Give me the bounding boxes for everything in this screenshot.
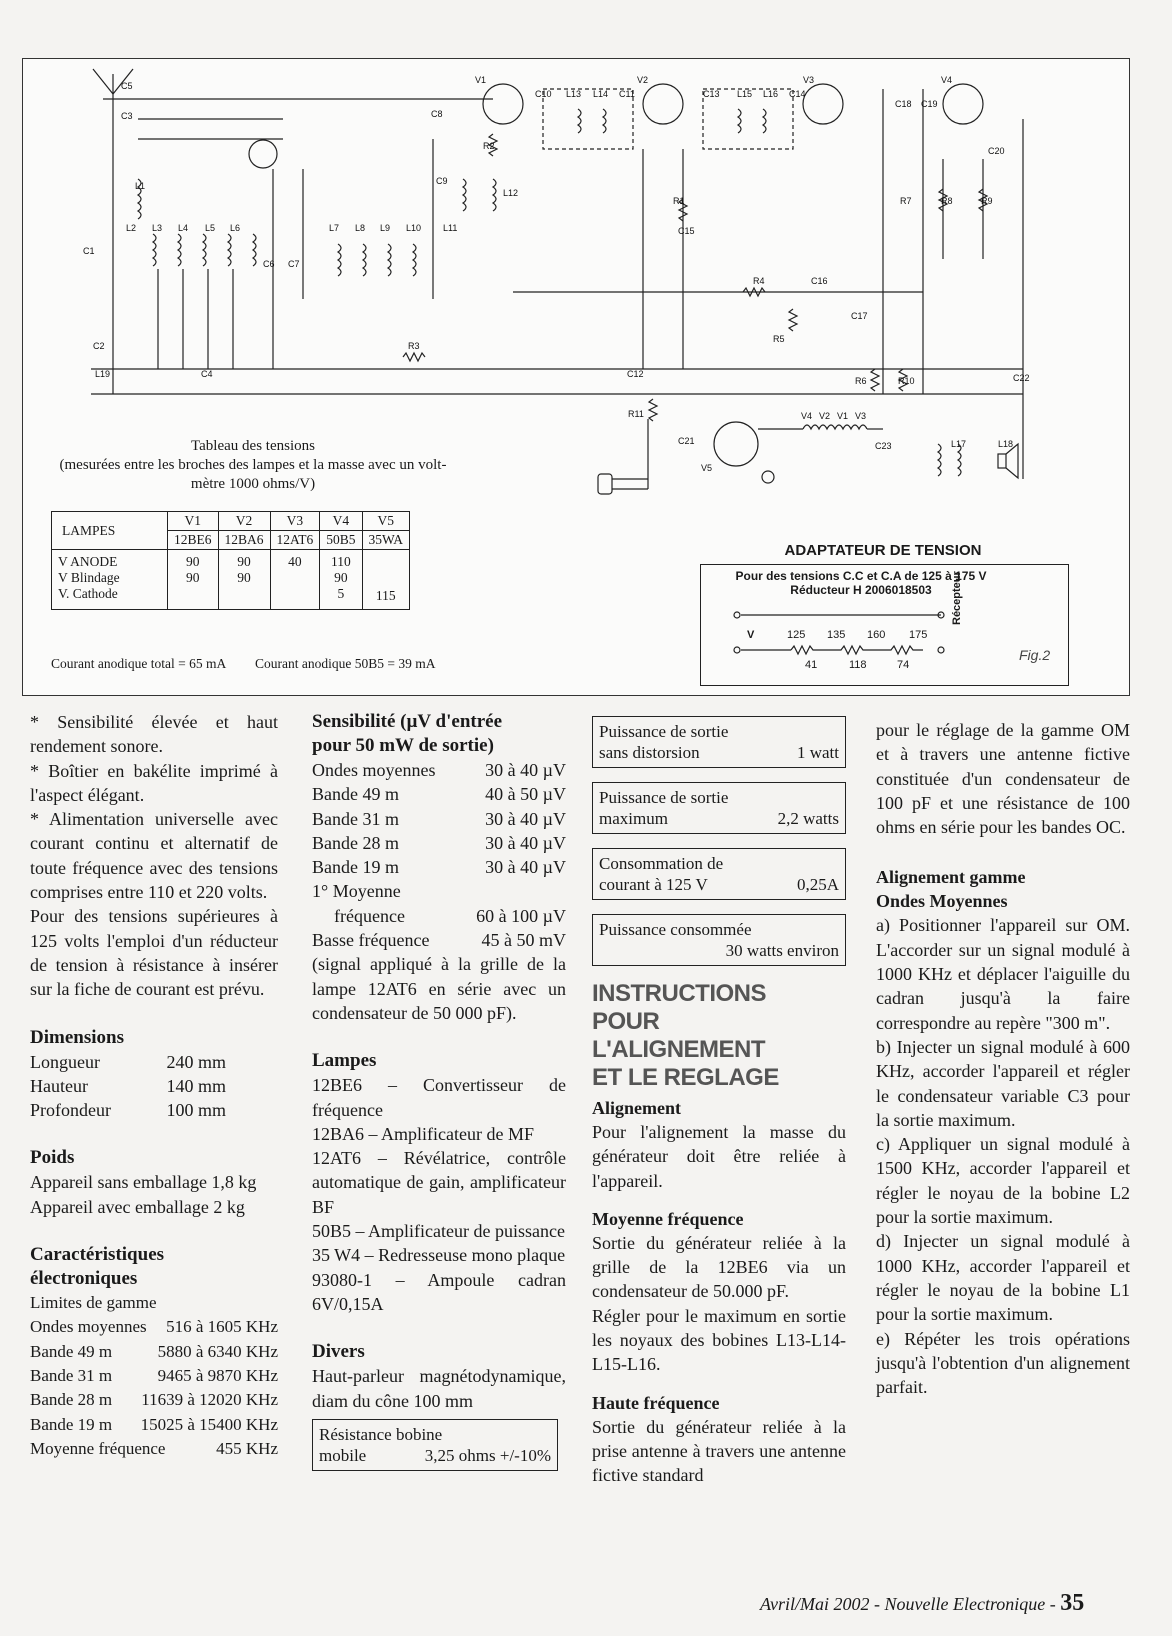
adapter-box <box>700 564 1069 686</box>
dim-label: Hauteur <box>30 1075 88 1096</box>
svg-text:R1: R1 <box>673 196 685 206</box>
column-1 <box>30 710 278 1461</box>
mf-value: 60 à 100 µV <box>476 905 566 926</box>
res-74: 74 <box>897 659 910 671</box>
dim-label: Profondeur <box>30 1100 111 1121</box>
sens-value: 30 à 40 µV <box>485 760 566 780</box>
hf-continued: pour le réglage de la gamme OM et à travers une antenne fictive constituée d'un condensateur de 100 pF et une résistance de 100 ohms en série pour les bandes OC. <box>876 720 1130 838</box>
svg-text:C20: C20 <box>988 146 1005 156</box>
sens-label: Bande 19 m <box>312 857 399 878</box>
tube-item: 50B5 – Amplificateur de puissance <box>312 1221 565 1242</box>
weight-line: Appareil sans emballage 1,8 kg <box>30 1172 257 1193</box>
cell: 40 <box>288 554 302 569</box>
svg-text:R3: R3 <box>408 341 420 351</box>
spec-box-label-2: sans distorsion <box>599 743 700 762</box>
mf-label-2: fréquence <box>334 905 405 926</box>
if-text: Sortie du générateur reliée à la grille de la 12BE6 via un condensateur de 50.000 pF. <box>592 1232 846 1302</box>
svg-text:C19: C19 <box>921 99 938 109</box>
svg-text:C17: C17 <box>851 311 868 321</box>
page-footer <box>760 1590 1084 1617</box>
sens-value: 40 à 50 µV <box>485 784 566 805</box>
instructions-line: INSTRUCTIONS <box>592 980 766 1007</box>
tube-item: 12AT6 – Révélatrice, contrôle automatique de gain, amplificateur BF <box>312 1148 566 1217</box>
svg-text:C10: C10 <box>535 89 552 99</box>
svg-text:L7: L7 <box>329 223 340 233</box>
spec-box-label: Consommation de <box>599 854 724 873</box>
tension-table-subtitle: (mesurées entre les broches des lampes et la masse avec un volt- <box>59 457 447 473</box>
schematic-figure <box>22 58 1130 696</box>
svg-text:C5: C5 <box>121 81 133 91</box>
svg-text:C18: C18 <box>895 99 912 109</box>
svg-text:R5: R5 <box>773 334 785 344</box>
tubes-heading: Lampes <box>312 1050 377 1072</box>
cell: 90 <box>334 570 348 585</box>
svg-text:L2: L2 <box>126 223 137 233</box>
mf-label: 1° Moyenne <box>312 881 401 902</box>
svg-text:C4: C4 <box>201 369 213 379</box>
tap-125: 125 <box>787 629 806 641</box>
sens-label: Ondes moyennes <box>312 760 436 780</box>
lamp-v2: V2 <box>218 512 270 531</box>
sens-label: Bande 28 m <box>312 832 399 853</box>
band-label: Moyenne fréquence <box>30 1438 166 1458</box>
misc-text: Haut-parleur magnétodynamique, diam du cône 100 mm <box>312 1366 566 1411</box>
tube-v1: 12BE6 <box>168 531 219 550</box>
svg-text:C23: C23 <box>875 441 892 451</box>
res-118: 118 <box>849 659 867 671</box>
svg-text:R7: R7 <box>900 196 912 206</box>
instructions-line: L'ALIGNEMENT <box>592 1036 766 1063</box>
spec-box-value: 2,2 watts <box>777 809 839 828</box>
svg-text:C7: C7 <box>288 259 300 269</box>
page-number: 35 <box>1060 1590 1085 1616</box>
cell: 90 <box>237 554 251 569</box>
if-heading: Moyenne fréquence <box>592 1208 744 1229</box>
sens-value: 30 à 40 µV <box>485 808 566 829</box>
cell: 115 <box>375 588 396 603</box>
svg-text:C6: C6 <box>263 259 275 269</box>
svg-text:R11: R11 <box>628 409 644 419</box>
svg-text:C1: C1 <box>83 246 95 256</box>
lamp-v4: V4 <box>320 512 362 531</box>
adapter-v-label: V <box>747 629 755 641</box>
dimensions-heading: Dimensions <box>30 1026 124 1048</box>
receiver-label: Récepteur <box>951 571 963 625</box>
svg-text:V3: V3 <box>855 411 867 421</box>
tube-v5: 35WA <box>362 531 410 550</box>
band-label: Bande 49 m <box>30 1341 113 1361</box>
svg-text:C11: C11 <box>619 89 635 99</box>
spec-box-label: Puissance de sortie <box>599 788 729 807</box>
cell: 90 <box>186 570 200 585</box>
adapter-sub1: Pour des tensions C.C et C.A de 125 à 175 V <box>735 569 987 583</box>
svg-text:L4: L4 <box>178 223 189 233</box>
svg-text:C3: C3 <box>121 111 133 121</box>
instructions-heading <box>592 980 846 1092</box>
sensitivity-heading-2: pour 50 mW de sortie) <box>312 735 494 756</box>
step-c: c) Appliquer un signal modulé à 1500 KHz, accorder l'appareil et régler le noyau de la bobine L2 pour la sortie maximum. <box>876 1134 1130 1228</box>
svg-text:L16: L16 <box>763 89 779 99</box>
svg-text:L5: L5 <box>205 223 216 233</box>
svg-text:R8: R8 <box>941 196 953 206</box>
dim-value: 240 mm <box>166 1051 226 1072</box>
misc-heading: Divers <box>312 1341 365 1363</box>
cell: 90 <box>237 570 251 585</box>
dim-label: Longueur <box>30 1051 100 1072</box>
column-4 <box>876 718 1130 1399</box>
svg-text:C2: C2 <box>93 341 105 351</box>
sensitivity-heading: Sensibilité (µV d'entrée <box>312 711 503 732</box>
alignment-text: Pour l'alignement la masse du générateur doit être reliée à l'appareil. <box>592 1122 846 1191</box>
spec-box-label: Puissance consommée <box>599 920 752 939</box>
dim-value: 100 mm <box>166 1100 226 1121</box>
svg-text:V2: V2 <box>637 75 649 85</box>
column-3 <box>592 716 846 1488</box>
step-a: a) Positionner l'appareil sur OM. L'accorder sur un signal modulé à 1000 KHz et déplacer l'aiguille du cadran jusqu'à la faire correspondre au repère "300 m". <box>876 915 1130 1033</box>
svg-text:L9: L9 <box>380 223 391 233</box>
mw-alignment-heading-2: Ondes Moyennes <box>876 891 1008 912</box>
spec-box <box>592 716 846 768</box>
tube-item: 12BE6 – Convertisseur de fréquence <box>312 1075 566 1120</box>
svg-text:C9: C9 <box>436 176 448 186</box>
svg-text:R10: R10 <box>898 376 915 386</box>
svg-text:C16: C16 <box>811 276 828 286</box>
sens-value: 30 à 40 µV <box>485 857 566 878</box>
svg-text:C22: C22 <box>1013 373 1030 383</box>
svg-text:V1: V1 <box>475 75 487 85</box>
svg-text:L3: L3 <box>152 223 163 233</box>
svg-text:V4: V4 <box>801 411 813 421</box>
svg-text:V2: V2 <box>819 411 831 421</box>
step-d: d) Injecter un signal modulé à 1000 KHz, accorder l'appareil et régler le noyau de la bobine L1 pour la sortie maximum. <box>876 1231 1130 1325</box>
svg-text:L19: L19 <box>95 369 111 379</box>
tap-175: 175 <box>909 629 928 641</box>
footnote-50b5-current: Courant anodique 50B5 = 39 mA <box>255 656 436 671</box>
band-label: Bande 31 m <box>30 1365 113 1385</box>
hf-heading: Haute fréquence <box>592 1392 720 1413</box>
weight-heading: Poids <box>30 1147 75 1169</box>
spec-box <box>592 848 846 900</box>
coil-resistance-label-2: mobile <box>319 1445 367 1465</box>
svg-text:R6: R6 <box>855 376 867 386</box>
svg-text:C8: C8 <box>431 109 443 119</box>
row-label-cathode: V. Cathode <box>58 586 118 601</box>
svg-text:L10: L10 <box>406 223 422 233</box>
svg-text:V5: V5 <box>701 463 713 473</box>
svg-text:R2: R2 <box>483 141 495 151</box>
bullet-2: * Boîtier en bakélite imprimé à l'aspect élégant. <box>30 760 278 805</box>
svg-text:C21: C21 <box>678 436 695 446</box>
row-label-anode: V ANODE <box>58 554 118 569</box>
spec-box-label-2: maximum <box>599 809 668 828</box>
voltage-note: Pour des tensions supérieures à 125 volts l'emploi d'un réducteur de tension à résistance à insérer sur la fiche de courant est prévu. <box>30 906 278 1000</box>
footer-text: Avril/Mai 2002 - Nouvelle Electronique - <box>760 1594 1056 1614</box>
mw-alignment-heading: Alignement gamme <box>876 867 1026 888</box>
row-label-blindage: V Blindage <box>58 570 120 585</box>
tube-item: 12BA6 – Amplificateur de MF <box>312 1123 534 1144</box>
alignment-heading: Alignement <box>592 1098 681 1118</box>
hf-text: Sortie du générateur reliée à la prise antenne à travers une antenne fictive standard <box>592 1416 846 1486</box>
bf-note: (signal appliqué à la grille de la lampe 12AT6 en série avec un condensateur de 50 000 pF). <box>312 954 566 1023</box>
svg-text:C15: C15 <box>678 226 695 236</box>
tension-table-title: Tableau des tensions <box>191 438 315 454</box>
svg-text:L17: L17 <box>951 439 967 449</box>
tube-v4: 50B5 <box>320 531 362 550</box>
lamp-v5: V5 <box>362 512 410 531</box>
specs-heading-2: électroniques <box>30 1268 138 1290</box>
svg-text:R9: R9 <box>981 196 993 206</box>
svg-text:L1: L1 <box>135 181 146 191</box>
tube-v2: 12BA6 <box>218 531 270 550</box>
cell: 90 <box>186 554 200 569</box>
spec-box <box>592 914 846 966</box>
bullet-1: * Sensibilité élevée et haut rendement sonore. <box>30 712 278 757</box>
sens-label: Bande 49 m <box>312 784 399 805</box>
band-label: Ondes moyennes <box>30 1317 147 1337</box>
lamp-v1: V1 <box>168 512 219 531</box>
spec-box-label-2: courant à 125 V <box>599 875 708 894</box>
coil-resistance-box <box>312 1419 558 1471</box>
coil-resistance-label: Résistance bobine <box>319 1424 443 1444</box>
bf-label: Basse fréquence <box>312 930 430 951</box>
band-range: 9465 à 9870 KHz <box>157 1365 278 1385</box>
svg-text:L13: L13 <box>566 89 582 99</box>
svg-text:V1: V1 <box>837 411 849 421</box>
band-range: 11639 à 12020 KHz <box>141 1390 278 1410</box>
svg-text:V4: V4 <box>941 75 953 85</box>
lamps-header: LAMPES <box>52 512 168 550</box>
svg-text:C12: C12 <box>627 369 644 379</box>
band-range: 15025 à 15400 KHz <box>140 1414 278 1434</box>
tap-135: 135 <box>827 629 846 641</box>
figure-label: Fig.2 <box>1019 647 1051 663</box>
spec-box-label: Puissance de sortie <box>599 722 729 741</box>
tube-v3: 12AT6 <box>270 531 320 550</box>
res-41: 41 <box>805 659 818 671</box>
spec-box-value: 30 watts environ <box>725 941 839 960</box>
cell: 5 <box>337 586 345 601</box>
bullet-3: * Alimentation universelle avec courant continu et alternatif de toute fréquence avec des tensions comprises entre 110 et 220 volts. <box>30 809 278 903</box>
tube-item: 35 W4 – Redresseuse mono plaque <box>312 1245 566 1266</box>
spec-box-value: 1 watt <box>796 743 839 762</box>
tap-160: 160 <box>867 629 886 641</box>
step-e: e) Répéter les trois opérations jusqu'à l'obtention d'un alignement parfait. <box>876 1328 1130 1398</box>
svg-text:L8: L8 <box>355 223 366 233</box>
instructions-line: POUR <box>592 1008 660 1035</box>
step-b: b) Injecter un signal modulé à 600 KHz, accorder l'appareil et régler le condensateur variable C3 pour la sortie maximum. <box>876 1036 1130 1130</box>
svg-text:C13: C13 <box>703 89 720 99</box>
if-text-2: Régler pour le maximum en sortie les noyaux des bobines L13-L14-L15-L16. <box>592 1305 846 1375</box>
lamp-v3: V3 <box>270 512 320 531</box>
coil-resistance-value: 3,25 ohms +/-10% <box>424 1445 551 1465</box>
weight-line: Appareil avec emballage 2 kg <box>30 1196 245 1217</box>
svg-text:C14: C14 <box>789 89 806 99</box>
range-limits-label: Limites de gamme <box>30 1293 157 1313</box>
svg-text:R4: R4 <box>753 276 765 286</box>
svg-text:L15: L15 <box>737 89 753 99</box>
tension-table <box>51 511 410 610</box>
sens-label: Bande 31 m <box>312 808 399 829</box>
instructions-line: ET LE REGLAGE <box>592 1064 779 1091</box>
tube-item: 93080-1 – Ampoule cadran 6V/0,15A <box>312 1269 566 1314</box>
adapter-diagram <box>701 565 1068 685</box>
svg-text:L12: L12 <box>503 188 519 198</box>
tension-table-subtitle-2: mètre 1000 ohms/V) <box>190 476 316 492</box>
sens-value: 30 à 40 µV <box>485 832 566 853</box>
svg-text:L6: L6 <box>230 223 241 233</box>
band-label: Bande 28 m <box>30 1390 113 1410</box>
svg-text:V3: V3 <box>803 75 815 85</box>
dim-value: 140 mm <box>166 1075 226 1096</box>
column-2 <box>312 710 566 1485</box>
bf-value: 45 à 50 mV <box>481 930 566 951</box>
band-range: 516 à 1605 KHz <box>166 1317 278 1337</box>
specs-heading: Caractéristiques <box>30 1244 165 1266</box>
band-label: Bande 19 m <box>30 1414 113 1434</box>
spec-box-value: 0,25A <box>796 875 839 894</box>
svg-text:L18: L18 <box>998 439 1014 449</box>
footnote-total-current: Courant anodique total = 65 mA <box>51 656 227 671</box>
svg-text:L14: L14 <box>593 89 609 99</box>
svg-text:L11: L11 <box>443 223 458 233</box>
band-range: 5880 à 6340 KHz <box>157 1341 278 1361</box>
band-range: 455 KHz <box>216 1438 278 1458</box>
adapter-sub2: Réducteur H 2006018503 <box>790 583 932 597</box>
cell: 110 <box>331 554 351 569</box>
spec-box <box>592 782 846 834</box>
adapter-title: ADAPTATEUR DE TENSION <box>784 542 982 559</box>
